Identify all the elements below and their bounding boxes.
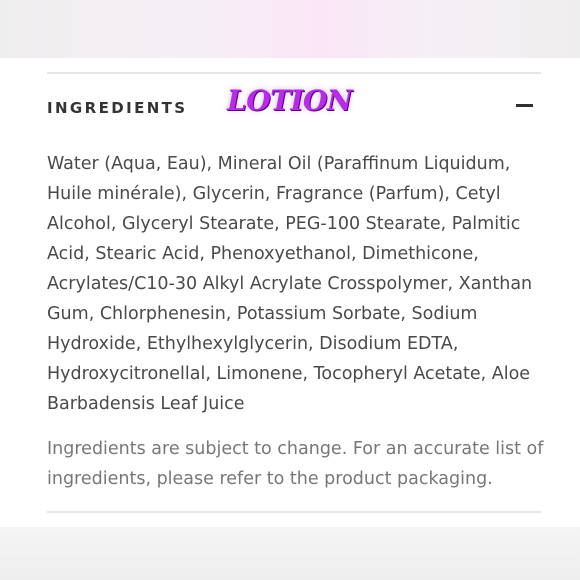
top-background-band — [0, 0, 580, 58]
bottom-divider — [47, 511, 541, 513]
ingredients-panel — [0, 58, 580, 527]
top-divider — [47, 72, 541, 74]
ingredients-accordion-header[interactable] — [47, 84, 541, 128]
ingredients-disclaimer: Ingredients are subject to change. For an accurate list of ingredients, please refer to the product packaging. — [47, 439, 544, 489]
bottom-background-band — [0, 527, 580, 580]
lotion-overlay-label: LOTION — [227, 84, 352, 117]
ingredients-list-text: Water (Aqua, Eau), Mineral Oil (Paraffinum Liquidum, Huile minérale), Glycerin, Fragrance (Parfum), Cetyl Alcohol, Glyceryl Stearate, PEG-100 Stearate, Palmitic Acid, Stearic Acid, Phenoxyethanol, Dimethicone, Acrylates/C10-30 Alkyl Acrylate Crosspolymer, Xanthan Gum, Chlorphenesin, Potassium Sorbate, Sodium Hydroxide, Ethylhexylglycerin, Disodium EDTA, Hydroxycitronellal, Limonene, Tocopheryl Acetate, Aloe Barbadensis Leaf Juice — [47, 154, 533, 414]
minus-icon[interactable] — [516, 104, 533, 107]
ingredients-heading: INGREDIENTS — [47, 99, 188, 117]
